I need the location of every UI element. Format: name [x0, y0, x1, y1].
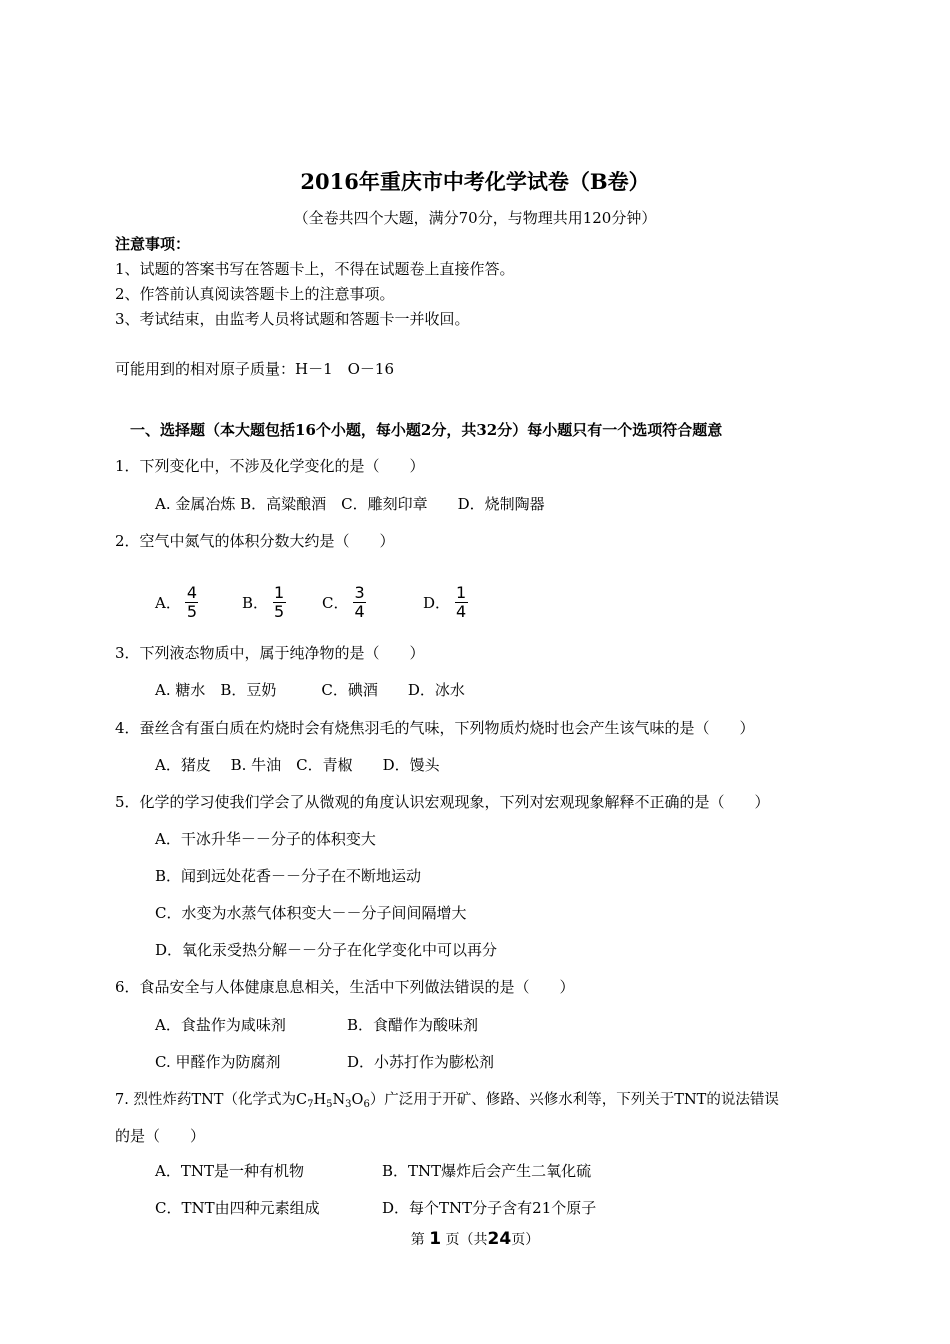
subscript: 6	[363, 1099, 370, 1110]
fraction	[185, 584, 199, 621]
question-1-stem: 1．下列变化中，不涉及化学变化的是（ ）	[115, 457, 425, 475]
option-label: D．	[423, 594, 451, 612]
question-2-option-a	[155, 584, 199, 621]
section-heading: 一、选择题（本大题包括16个小题，每小题2分，共32分）每小题只有一个选项符合题意	[130, 421, 723, 439]
question-2-stem: 2．空气中氮气的体积分数大约是（ ）	[115, 532, 395, 550]
element-symbol: N	[332, 1092, 346, 1108]
question-2-option-b	[242, 584, 286, 621]
atomic-mass: 可能用到的相对原子质量：H－1 O－16	[115, 360, 395, 378]
element-symbol: H	[313, 1092, 327, 1108]
fraction-denominator: 4	[354, 602, 365, 621]
page-footer	[0, 1229, 950, 1250]
question-5-option-d: D．氧化汞受热分解－－分子在化学变化中可以再分	[155, 941, 498, 959]
option-label: A．	[155, 594, 181, 612]
note-item: 1、试题的答案书写在答题卡上，不得在试题卷上直接作答。	[115, 260, 515, 278]
question-7-option-c: C．TNT由四种元素组成	[155, 1199, 320, 1217]
question-1-options: A. 金属冶炼 B．高粱酿酒 C．雕刻印章 D．烧制陶器	[155, 495, 545, 513]
fraction	[454, 584, 468, 621]
fraction-numerator: 4	[186, 583, 198, 602]
question-6-option-c: C. 甲醛作为防腐剂	[155, 1053, 281, 1071]
footer-text: 页（共	[445, 1232, 488, 1248]
option-label: B．	[242, 594, 269, 612]
stem-text: 7. 烈性炸药TNT（化学式为C	[115, 1092, 308, 1108]
fraction-numerator: 1	[456, 583, 467, 602]
page-total: 24	[487, 1229, 512, 1249]
subscript: 3	[345, 1099, 352, 1110]
fraction-denominator: 5	[274, 602, 285, 621]
question-6-option-b: B．食醋作为酸味剂	[347, 1016, 479, 1034]
question-7-option-d: D．每个TNT分子含有21个原子	[382, 1199, 597, 1217]
subscript: 5	[326, 1099, 333, 1110]
option-label: C．	[322, 594, 349, 612]
question-3-options: A. 糖水 B．豆奶 C．碘酒 D．冰水	[155, 681, 465, 699]
page-number: 1	[429, 1229, 442, 1249]
fraction-denominator: 4	[456, 602, 467, 621]
question-2-option-d	[423, 584, 468, 621]
question-6-stem: 6．食品安全与人体健康息息相关，生活中下列做法错误的是（ ）	[115, 978, 575, 996]
fraction-numerator: 1	[274, 583, 285, 602]
question-5-stem: 5．化学的学习使我们学会了从微观的角度认识宏观现象，下列对宏观现象解释不正确的是（ ）	[115, 793, 770, 811]
question-7-stem-line2: 的是（ ）	[115, 1127, 206, 1145]
notes-heading: 注意事项：	[115, 235, 191, 253]
question-4-stem: 4．蚕丝含有蛋白质在灼烧时会有烧焦羽毛的气味，下列物质灼烧时也会产生该气味的是（ ）	[115, 719, 755, 737]
note-item: 2、作答前认真阅读答题卡上的注意事项。	[115, 285, 395, 303]
note-item: 3、考试结束，由监考人员将试题和答题卡一并收回。	[115, 310, 470, 328]
footer-text: 第	[410, 1232, 425, 1248]
question-2-option-c	[322, 584, 367, 621]
question-6-option-d: D．小苏打作为膨松剂	[347, 1053, 495, 1071]
question-5-option-b: B．闻到远处花香－－分子在不断地运动	[155, 867, 422, 885]
page-subtitle: （全卷共四个大题，满分70分，与物理共用120分钟）	[293, 209, 657, 227]
question-7-option-a: A．TNT是一种有机物	[155, 1162, 304, 1180]
fraction	[352, 584, 366, 621]
question-6-option-a: A．食盐作为咸味剂	[155, 1016, 286, 1034]
question-4-options: A．猪皮 B. 牛油 C．青椒 D．馒头	[155, 756, 440, 774]
page-title: 2016年重庆市中考化学试卷（B卷）	[300, 169, 650, 194]
fraction-denominator: 5	[186, 602, 198, 621]
element-symbol: O	[351, 1092, 364, 1108]
question-5-option-a: A．干冰升华－－分子的体积变大	[155, 830, 376, 848]
fraction	[272, 584, 286, 621]
question-3-stem: 3．下列液态物质中，属于纯净物的是（ ）	[115, 644, 425, 662]
question-7-option-b: B．TNT爆炸后会产生二氧化硫	[382, 1162, 592, 1180]
question-5-option-c: C．水变为水蒸气体积变大－－分子间间隔增大	[155, 904, 467, 922]
stem-text: ）广泛用于开矿、修路、兴修水利等，下列关于TNT的说法错误	[369, 1092, 779, 1108]
question-7-stem	[115, 1090, 779, 1110]
footer-text: 页）	[511, 1232, 540, 1248]
subscript: 7	[307, 1099, 314, 1110]
fraction-numerator: 3	[354, 583, 365, 602]
